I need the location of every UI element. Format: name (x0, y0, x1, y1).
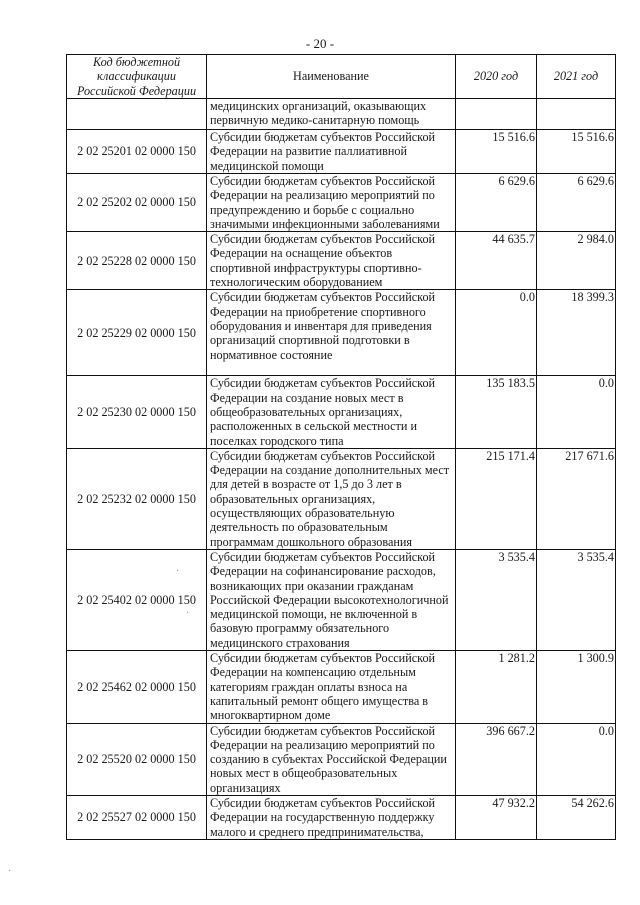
cell-code: 2 02 25229 02 0000 150 (67, 290, 207, 376)
scan-speck: · (8, 866, 12, 877)
cell-name: Субсидии бюджетам субъектов Российской Федерации на софинансирование расходов, возникающих при оказании гражданам Российской Федерации высокотехнологичной медицинской помощи, не включенной в базовую программу обязательного медицинского страхования (207, 549, 456, 650)
table-row (67, 376, 616, 448)
table-row (67, 549, 616, 650)
scan-speck: · (186, 608, 190, 619)
cell-code: 2 02 25232 02 0000 150 (67, 448, 207, 549)
cell-code: 2 02 25230 02 0000 150 (67, 376, 207, 448)
table-row (67, 232, 616, 290)
cell-name: Субсидии бюджетам субъектов Российской Федерации на приобретение спортивного оборудования и инвентаря для приведения организаций спортивной подготовки в нормативное состояние (207, 290, 456, 376)
table-row (67, 174, 616, 232)
cell-2020: 396 667.2 (456, 723, 537, 795)
cell-name: Субсидии бюджетам субъектов Российской Федерации на компенсацию отдельным категориям граждан оплаты взноса на капитальный ремонт общего имущества в многоквартирном доме (207, 651, 456, 723)
table-row (67, 448, 616, 549)
page-number: - 20 - (305, 36, 335, 51)
cell-2021: 18 399.3 (537, 290, 616, 376)
cell-2021: 15 516.6 (537, 130, 616, 174)
cell-code (67, 99, 207, 130)
cell-name: Субсидии бюджетам субъектов Российской Федерации на реализацию мероприятий по предупреждению и борьбе с социально значимыми инфекционными заболеваниями (207, 174, 456, 232)
cell-2020: 15 516.6 (456, 130, 537, 174)
table-row (67, 290, 616, 376)
cell-2020: 0.0 (456, 290, 537, 376)
cell-2021: 2 984.0 (537, 232, 616, 290)
continuation-row (67, 99, 616, 130)
cell-2021: 217 671.6 (537, 448, 616, 549)
cell-name: медицинских организаций, оказывающих первичную медико-санитарную помощь (207, 99, 456, 130)
cell-2021: 0.0 (537, 376, 616, 448)
cell-code: 2 02 25462 02 0000 150 (67, 651, 207, 723)
cell-2021 (537, 99, 616, 130)
cell-2020: 47 932.2 (456, 795, 537, 839)
cell-name: Субсидии бюджетам субъектов Российской Федерации на реализацию мероприятий по созданию в субъектах Российской Федерации новых мест в общеобразовательных организациях (207, 723, 456, 795)
header-code: Код бюджетной классификации Российской Федерации (67, 55, 207, 99)
budget-table (66, 54, 616, 840)
table-row (67, 651, 616, 723)
cell-2020: 6 629.6 (456, 174, 537, 232)
cell-2021: 1 300.9 (537, 651, 616, 723)
cell-2021: 0.0 (537, 723, 616, 795)
cell-2021: 54 262.6 (537, 795, 616, 839)
cell-name: Субсидии бюджетам субъектов Российской Федерации на государственную поддержку малого и среднего предпринимательства, (207, 795, 456, 839)
cell-code: 2 02 25202 02 0000 150 (67, 174, 207, 232)
header-name: Наименование (207, 55, 456, 99)
header-2020: 2020 год (456, 55, 537, 99)
cell-code: 2 02 25228 02 0000 150 (67, 232, 207, 290)
table-row (67, 723, 616, 795)
cell-2020: 3 535.4 (456, 549, 537, 650)
cell-code: 2 02 25402 02 0000 150 (67, 549, 207, 650)
cell-2021: 6 629.6 (537, 174, 616, 232)
cell-2020: 1 281.2 (456, 651, 537, 723)
cell-name: Субсидии бюджетам субъектов Российской Федерации на оснащение объектов спортивной инфраструктуры спортивно-технологическим оборудованием (207, 232, 456, 290)
cell-2020: 215 171.4 (456, 448, 537, 549)
cell-name: Субсидии бюджетам субъектов Российской Федерации на создание новых мест в общеобразовательных организациях, расположенных в сельской местности и поселках городского типа (207, 376, 456, 448)
cell-2020 (456, 99, 537, 130)
table-header-row (67, 55, 616, 99)
cell-2020: 44 635.7 (456, 232, 537, 290)
cell-code: 2 02 25527 02 0000 150 (67, 795, 207, 839)
cell-name: Субсидии бюджетам субъектов Российской Федерации на развитие паллиативной медицинской помощи (207, 130, 456, 174)
table-row (67, 795, 616, 839)
table-row (67, 130, 616, 174)
header-2021: 2021 год (537, 55, 616, 99)
cell-2020: 135 183.5 (456, 376, 537, 448)
cell-name: Субсидии бюджетам субъектов Российской Федерации на создание дополнительных мест для детей в возрасте от 1,5 до 3 лет в образовательных организациях, осуществляющих образовательную деятельность по образовательным программам дошкольного образования (207, 448, 456, 549)
cell-code: 2 02 25520 02 0000 150 (67, 723, 207, 795)
cell-code: 2 02 25201 02 0000 150 (67, 130, 207, 174)
cell-2021: 3 535.4 (537, 549, 616, 650)
scan-speck: · (176, 566, 180, 577)
